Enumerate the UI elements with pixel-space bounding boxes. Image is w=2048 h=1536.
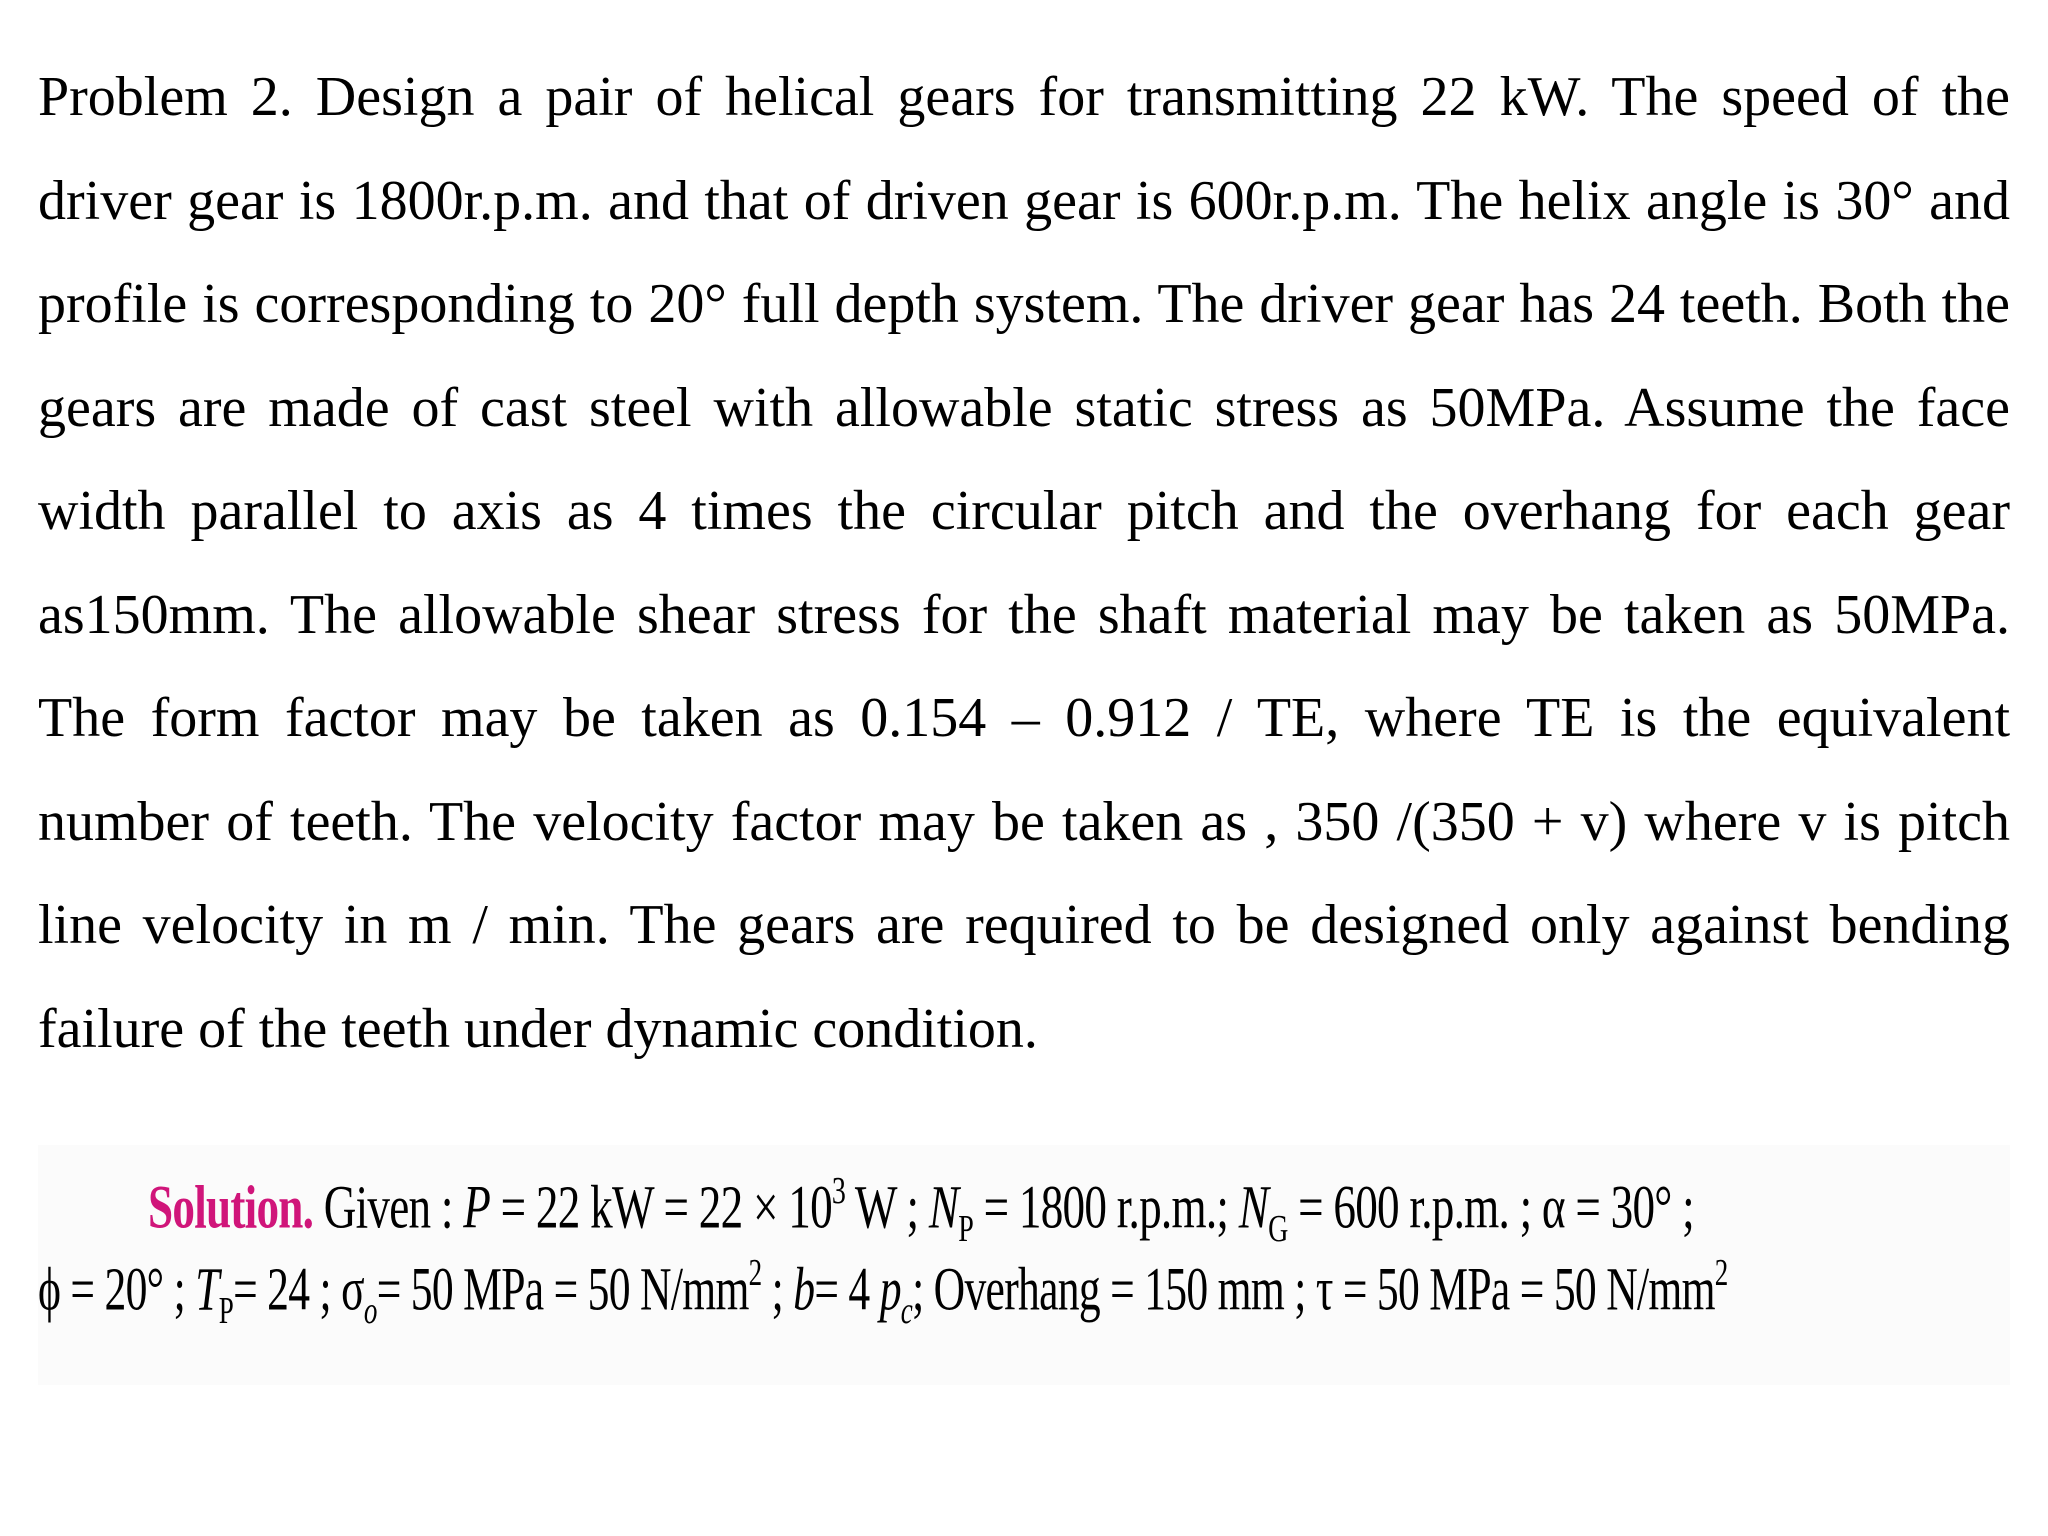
pressure-angle: ϕ = 20° ;	[38, 1256, 186, 1324]
static-stress-value: = 50 MPa = 50 N/mm	[376, 1256, 749, 1324]
gear-speed-symbol: N	[1238, 1174, 1269, 1242]
solution-given-block	[38, 1145, 2010, 1385]
teeth-subscript: P	[218, 1289, 234, 1332]
shear-stress-value: τ = 50 MPa = 50 N/mm	[1315, 1256, 1715, 1324]
gear-speed-value: = 600 r.p.m. ;	[1298, 1174, 1532, 1242]
static-stress-symbol: σ	[341, 1256, 364, 1324]
circular-pitch-separator: ;	[912, 1256, 924, 1324]
separator: ;	[771, 1256, 784, 1324]
circular-pitch-symbol: p	[879, 1256, 901, 1324]
solution-heading: Solution.	[148, 1174, 314, 1242]
circular-pitch-subscript: c	[900, 1289, 913, 1332]
given-label: Given :	[323, 1174, 453, 1242]
pinion-speed-value: = 1800 r.p.m.;	[983, 1174, 1229, 1242]
teeth-value: = 24 ;	[233, 1256, 331, 1324]
static-stress-exponent: 2	[748, 1252, 762, 1294]
power-exponent: 3	[831, 1170, 846, 1212]
problem-statement: Problem 2. Design a pair of helical gears for transmitting 22 kW. The speed of the driver gear is 1800r.p.m. and that of driven gear is 600r.p.m. The helix angle is 30° and profile is corresponding to 20° full depth system. The driver gear has 24 teeth. Both the gears are made of cast steel with allowable static stress as 50MPa. Assume the face width parallel to axis as 4 times the circular pitch and the overhang for each gear as150mm. The allowable shear stress for the shaft material may be taken as 50MPa. The form factor may be taken as 0.154 – 0.912 / TE, where TE is the equivalent number of teeth. The velocity factor may be taken as , 350 /(350 + v) where v is pitch line velocity in m / min. The gears are required to be designed only against bending failure of the teeth under dynamic condition.	[38, 66, 2010, 1060]
face-width-value: = 4	[814, 1256, 870, 1324]
power-symbol: P	[463, 1174, 491, 1242]
solution-given-line-1	[148, 1169, 1694, 1251]
pinion-speed-symbol: N	[928, 1174, 959, 1242]
teeth-symbol: T	[195, 1256, 219, 1324]
face-width-symbol: b	[793, 1256, 815, 1324]
solution-given-line-2	[38, 1251, 1728, 1333]
helix-angle: α = 30° ;	[1541, 1174, 1694, 1242]
overhang-value: Overhang = 150 mm ;	[933, 1256, 1306, 1324]
static-stress-subscript: o	[363, 1289, 377, 1332]
power-value: = 22 kW = 22 × 10	[500, 1174, 832, 1242]
power-unit: W ;	[854, 1174, 919, 1242]
pinion-speed-subscript: P	[958, 1207, 974, 1250]
shear-stress-exponent: 2	[1714, 1252, 1728, 1294]
gear-speed-subscript: G	[1268, 1207, 1288, 1250]
